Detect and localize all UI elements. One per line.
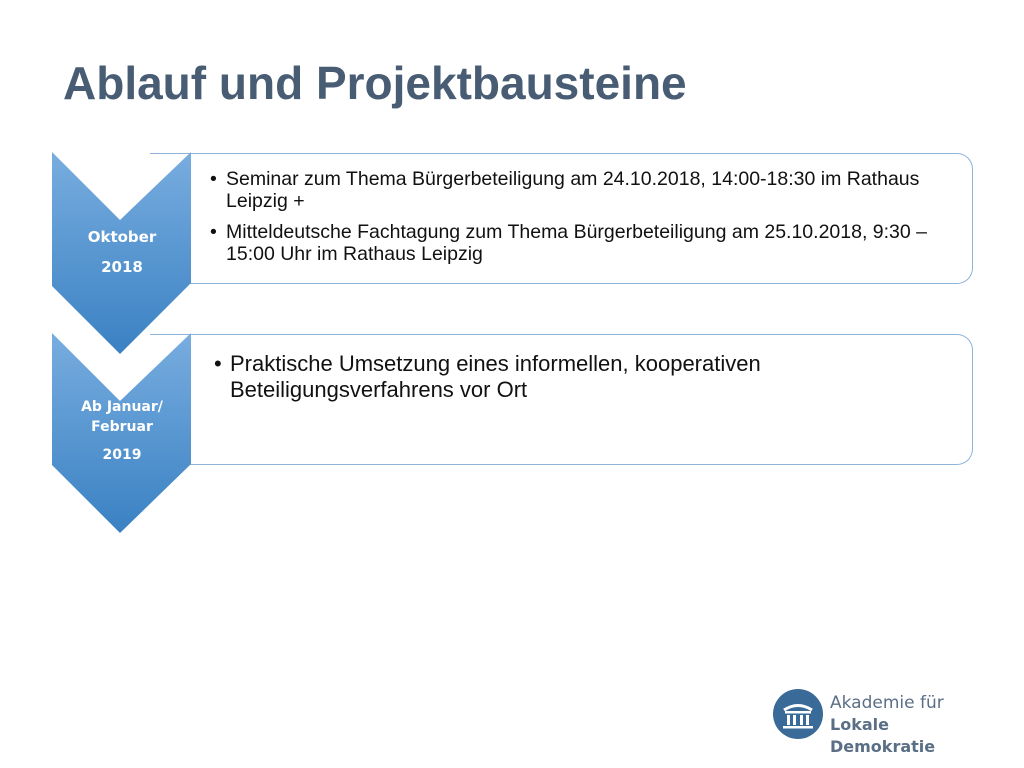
academy-logo bbox=[772, 688, 982, 756]
columned-building-icon bbox=[772, 688, 824, 740]
slide-title: Ablauf und Projektbausteine bbox=[63, 57, 687, 109]
row-1-bullet-1: • Seminar zum Thema Bürgerbeteiligung am 24.10.2018, 14:00-18:30 im Rathaus Leipzig + bbox=[204, 168, 952, 212]
chevron-2-label bbox=[52, 397, 192, 465]
chevron-1-month: Oktober bbox=[87, 228, 157, 246]
row-2-bullet-1: • Praktische Umsetzung eines informellen, kooperativen Beteiligungsverfahrens vor Ort bbox=[208, 351, 952, 403]
row-1-bullet-2: • Mitteldeutsche Fachtagung zum Thema Bürgerbeteiligung am 25.10.2018, 9:30 – 15:00 Uhr im Rathaus Leipzig bbox=[204, 221, 952, 265]
chevron-1-label bbox=[52, 226, 192, 286]
logo-line-1: Akademie für bbox=[830, 693, 944, 713]
chevron-1-year: 2018 bbox=[101, 258, 143, 276]
chevron-2-year: 2019 bbox=[102, 447, 142, 463]
chevron-2-month-line1: Ab Januar/ bbox=[81, 399, 163, 415]
logo-text bbox=[830, 692, 982, 758]
chevron-2-month-line2: Februar bbox=[91, 419, 153, 435]
logo-line-2: Lokale Demokratie bbox=[830, 715, 936, 756]
